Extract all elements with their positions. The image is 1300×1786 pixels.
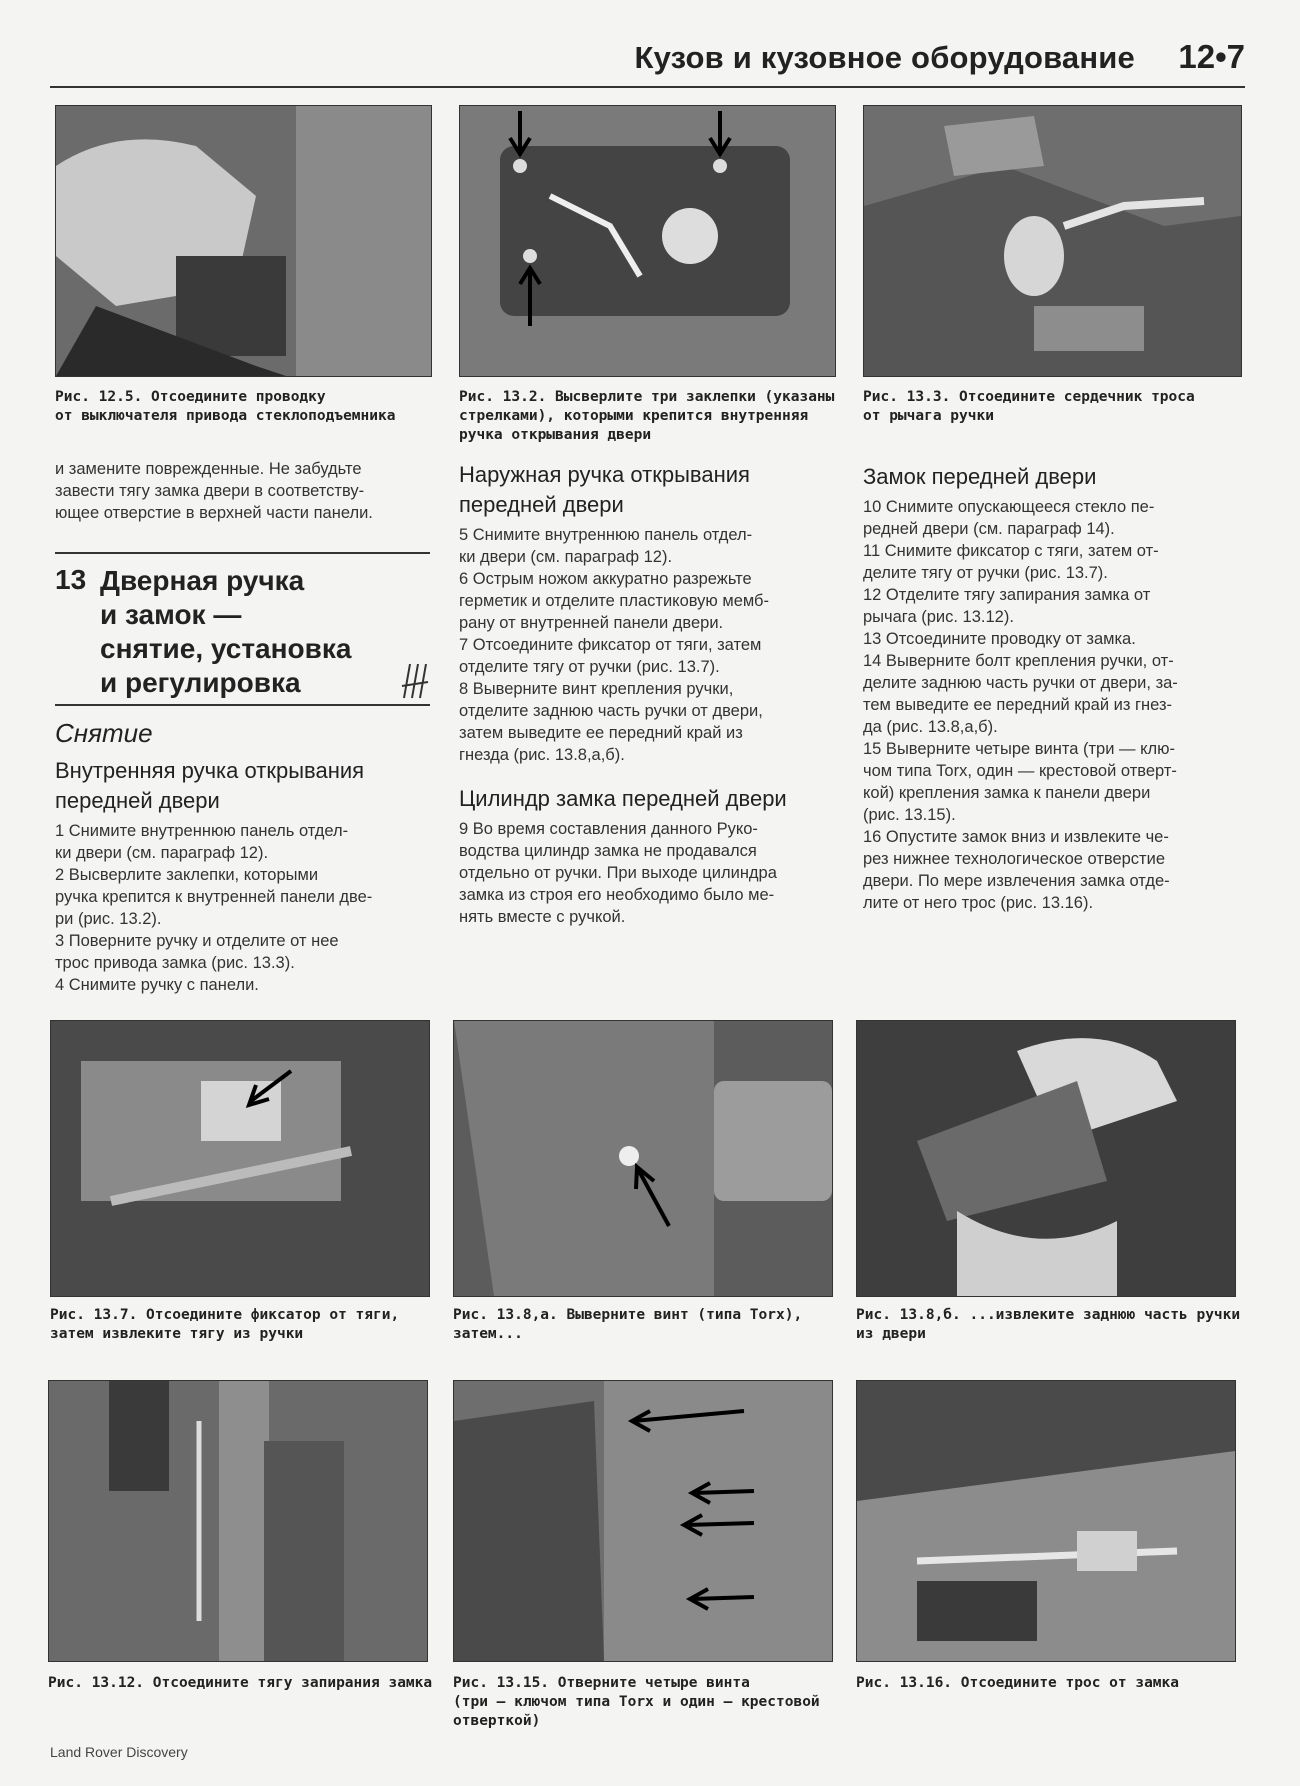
footer-book-title: Land Rover Discovery	[50, 1744, 188, 1760]
photo-13-8b	[856, 1020, 1236, 1297]
col2-steps-1: 5 Снимите внутреннюю панель отдел- ки двери (см. параграф 12). 6 Острым ножом аккуратно разрежьте герметик и отделите пластиковую мемб- рану от внутренней панели двери. 7 Отсоедините фиксатор от тяги, затем отделите тягу от ручки (рис. 13.7). 8 Выверните винт крепления ручки, отделите заднюю часть ручки от двери, затем выведите ее передний край из гнезда (рис. 13.8,а,б).	[459, 526, 769, 764]
section-number: 13	[55, 564, 87, 595]
caption-13-8a: Рис. 13.8,а. Выверните винт (типа Torx), затем...	[453, 1307, 803, 1342]
col1-intro: и замените поврежденные. Не забудьте завести тягу замка двери в соответству- ющее отверстие в верхней части панели.	[55, 460, 373, 522]
section-heading: Дверная ручка и замок — снятие, установка и регулировка	[100, 565, 352, 698]
section-13-title	[55, 552, 430, 706]
photo-13-12	[48, 1380, 428, 1662]
lock-cylinder-heading: Цилиндр замка передней двери	[459, 786, 787, 811]
photo-13-2	[459, 105, 836, 377]
col3-steps: 10 Снимите опускающееся стекло пе- редней двери (см. параграф 14). 11 Снимите фиксатор с тяги, затем от- делите тягу от ручки (рис. 13.7). 12 Отделите тягу запирания замка от рычага (рис. 13.12). 13 Отсоедините проводку от замка. 14 Выверните болт крепления ручки, от- делите заднюю часть ручки от двери, за- тем выведите ее передний край из гнез- да (рис. 13.8,а,б). 15 Выверните четыре винта (три — клю- чом типа Torx, один — крестовой отверт- кой) крепления замка к панели двери (рис. 13.15). 16 Опустите замок вниз и извлеките че- рез нижнее технологическое отверстие двери. По мере извлечения замка отде- лите от него трос (рис. 13.16).	[863, 498, 1178, 912]
photo-13-7	[50, 1020, 430, 1297]
caption-13-7: Рис. 13.7. Отсоедините фиксатор от тяги, затем извлеките тягу из ручки	[50, 1307, 400, 1342]
photo-13-8a	[453, 1020, 833, 1297]
col1-steps: 1 Снимите внутреннюю панель отдел- ки двери (см. параграф 12). 2 Высверлите заклепки, которыми ручка крепится к внутренней панели две- ри (рис. 13.2). 3 Поверните ручку и отделите от нее трос привода замка (рис. 13.3). 4 Снимите ручку с панели.	[55, 822, 373, 994]
caption-13-8b: Рис. 13.8,б. ...извлеките заднюю часть ручки из двери	[856, 1307, 1241, 1342]
caption-12-5: Рис. 12.5. Отсоедините проводку от выключателя привода стеклоподъемника	[55, 389, 396, 424]
front-door-lock-heading: Замок передней двери	[863, 464, 1097, 489]
col2-steps-2: 9 Во время составления данного Руко- водства цилиндр замка не продавался отдельно от ручки. При выходе цилиндра замка из строя его необходимо было ме- нять вместе с ручкой.	[459, 820, 777, 926]
outer-handle-heading: Наружная ручка открывания передней двери	[459, 462, 750, 517]
caption-13-3: Рис. 13.3. Отсоедините сердечник троса от рычага ручки	[863, 389, 1195, 424]
photo-13-16	[856, 1380, 1236, 1662]
inner-handle-heading: Внутренняя ручка открывания передней двери	[55, 758, 365, 813]
caption-13-12: Рис. 13.12. Отсоедините тягу запирания замка	[48, 1675, 433, 1691]
photo-13-15	[453, 1380, 833, 1662]
page-header	[50, 36, 1245, 88]
page-number: 12•7	[1178, 38, 1245, 75]
caption-13-2: Рис. 13.2. Высверлите три заклепки (указаны стрелками), которыми крепится внутренняя ручка открывания двери	[459, 389, 835, 443]
caption-13-15: Рис. 13.15. Отверните четыре винта (три — ключом типа Torx и один — крестовой отверткой)	[453, 1675, 820, 1729]
removal-heading: Снятие	[55, 718, 153, 748]
chapter-title: Кузов и кузовное оборудование	[634, 40, 1135, 75]
difficulty-icon	[400, 658, 430, 702]
caption-13-16: Рис. 13.16. Отсоедините трос от замка	[856, 1675, 1180, 1691]
photo-12-5	[55, 105, 432, 377]
photo-13-3	[863, 105, 1242, 377]
